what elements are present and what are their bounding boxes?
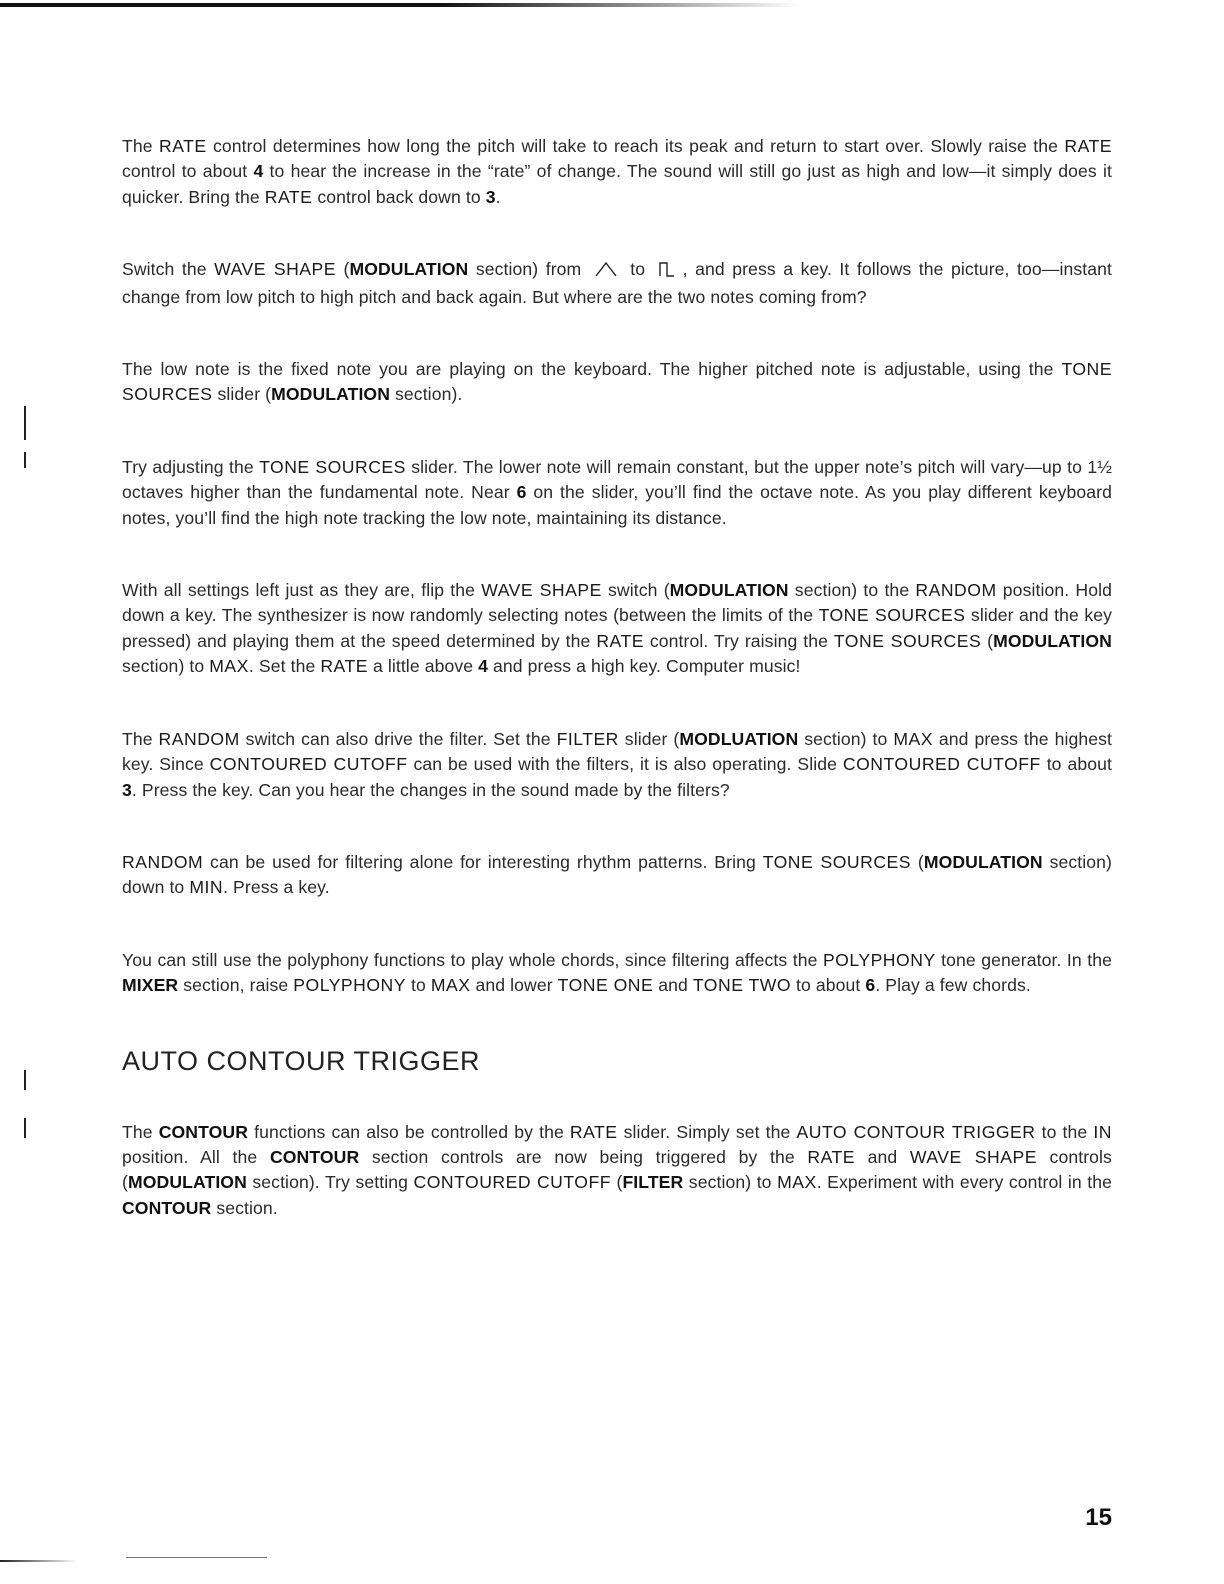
paragraph: Switch the WAVE SHAPE (MODULATION section) from to , and press a key. It follows the picture, too—instant change from low pitch to high pitch and back again. But where are the two notes coming from? bbox=[122, 259, 1112, 307]
control-name: TONE SOURCES bbox=[122, 359, 1112, 405]
bold-term: CONTOUR bbox=[122, 1197, 212, 1218]
paragraph: RANDOM can be used for filtering alone for interesting rhythm patterns. Bring TONE SOURCES (MODULATION section) down to MIN. Press a key. bbox=[122, 851, 1112, 898]
bold-term: MODULATION bbox=[271, 384, 391, 405]
control-name: CONTOURED CUTOFF bbox=[413, 1172, 611, 1193]
control-name: RATE bbox=[264, 186, 313, 207]
page-content bbox=[122, 134, 1112, 1268]
control-name: FILTER bbox=[556, 728, 619, 749]
bold-term: MODULATION bbox=[349, 259, 469, 280]
bold-term: 3 bbox=[485, 186, 496, 207]
control-name: RATE bbox=[569, 1121, 618, 1142]
paragraph: The RANDOM switch can also drive the filter. Set the FILTER slider (MODLUATION section) to MAX and press the highest key. Since CONTOURED CUTOFF can be used with the filters, it is also operating. Slide CONTOURED CUTOFF to about 3. Press the key. Can you hear the changes in the sound made by the filters? bbox=[122, 728, 1113, 800]
bold-term: FILTER bbox=[622, 1172, 684, 1193]
footer-rule bbox=[126, 1557, 267, 1558]
control-name: TONE SOURCES bbox=[818, 605, 966, 626]
control-name: POLYPHONY bbox=[293, 975, 406, 996]
control-name: RATE bbox=[807, 1146, 856, 1167]
bold-term: CONTOUR bbox=[158, 1121, 249, 1142]
control-name: WAVE SHAPE bbox=[909, 1146, 1037, 1167]
page-number: 15 bbox=[1085, 1504, 1112, 1531]
scan-edge-mark bbox=[0, 1560, 78, 1562]
paragraph: The low note is the fixed note you are playing on the keyboard. The higher pitched note is adjustable, using the TONE SOURCES slider (MODULATION section). bbox=[122, 359, 1112, 405]
triangle-wave-icon bbox=[595, 259, 617, 284]
control-name: TONE SOURCES bbox=[259, 456, 406, 477]
section-heading: AUTO CONTOUR TRIGGER bbox=[122, 1045, 481, 1076]
control-name: MIN bbox=[189, 877, 224, 898]
square-wave-icon bbox=[659, 259, 677, 284]
control-name: RATE bbox=[596, 630, 644, 651]
paragraph: The RATE control determines how long the pitch will take to reach its peak and return to start over. Slowly raise the RATE control to about 4 to hear the increase in the “rate” of change. The sound will still go just as high and low—it simply does it quicker. Bring the RATE control back down to 3. bbox=[122, 136, 1112, 207]
control-name: RATE bbox=[159, 136, 207, 156]
margin-mark bbox=[24, 1118, 26, 1138]
bold-term: MODULATION bbox=[993, 630, 1112, 651]
control-name: CONTOURED CUTOFF bbox=[209, 754, 408, 775]
paragraph: With all settings left just as they are, flip the WAVE SHAPE switch (MODULATION section) to the RANDOM position. Hold down a key. The synthesizer is now randomly selecting notes (between the limits of the TONE SOURCES slider and the key pressed) and playing them at the speed determined by the RATE control. Try raising the TONE SOURCES (MODULATION section) to MAX. Set the RATE a little above 4 and press a high key. Computer music! bbox=[122, 580, 1113, 677]
bold-term: MIXER bbox=[122, 975, 179, 996]
bold-term: CONTOUR bbox=[269, 1146, 360, 1167]
control-name: AUTO CONTOUR TRIGGER bbox=[796, 1121, 1036, 1142]
control-name: WAVE SHAPE bbox=[481, 580, 602, 601]
paragraph: You can still use the polyphony functions to play whole chords, since filtering affects the POLYPHONY tone generator. In the MIXER section, raise POLYPHONY to MAX and lower TONE ONE and TONE TWO to about 6. Play a few chords. bbox=[122, 949, 1112, 996]
control-name: TONE ONE bbox=[557, 975, 654, 996]
control-name: RANDOM bbox=[915, 580, 997, 601]
control-name: RATE bbox=[320, 656, 368, 677]
control-name: MAX bbox=[430, 975, 471, 996]
control-name: RANDOM bbox=[122, 851, 204, 872]
bold-term: MODULATION bbox=[923, 851, 1043, 872]
paragraph: The CONTOUR functions can also be controlled by the RATE slider. Simply set the AUTO CONTOUR TRIGGER to the IN position. All the CONTOUR section controls are now being triggered by the RATE and WAVE SHAPE controls (MODULATION section). Try setting CONTOURED CUTOFF (FILTER section) to MAX. Experiment with every control in the CONTOUR section. bbox=[122, 1121, 1112, 1218]
body-text bbox=[122, 134, 1112, 999]
bold-term: 4 bbox=[478, 656, 489, 677]
bold-term: 4 bbox=[253, 161, 264, 182]
paragraph: Try adjusting the TONE SOURCES slider. The lower note will remain constant, but the upper note’s pitch will vary—up to 1½ octaves higher than the fundamental note. Near 6 on the slider, you’ll find the octave note. As you play different keyboard notes, you’ll find the high note tracking the low note, maintaining its distance. bbox=[122, 456, 1112, 528]
control-name: MAX bbox=[777, 1172, 817, 1193]
control-name: MAX bbox=[209, 656, 249, 677]
control-name: IN bbox=[1093, 1121, 1112, 1142]
bold-term: 3 bbox=[122, 779, 132, 800]
control-name: CONTOURED CUTOFF bbox=[842, 754, 1041, 775]
control-name: RATE bbox=[1064, 136, 1112, 156]
control-name: TONE SOURCES bbox=[833, 630, 982, 651]
bold-term: 6 bbox=[516, 482, 527, 503]
top-rule bbox=[0, 3, 800, 7]
control-name: MAX bbox=[893, 728, 933, 749]
margin-mark bbox=[24, 1070, 26, 1090]
control-name: RANDOM bbox=[158, 728, 240, 749]
control-name: WAVE SHAPE bbox=[214, 259, 336, 280]
control-name: TONE TWO bbox=[692, 975, 792, 996]
control-name: POLYPHONY bbox=[822, 949, 936, 970]
bold-term: MODLUATION bbox=[679, 728, 799, 749]
bold-term: MODULATION bbox=[669, 580, 789, 601]
margin-mark bbox=[24, 406, 26, 440]
bold-term: 6 bbox=[865, 975, 876, 996]
bold-term: MODULATION bbox=[127, 1172, 247, 1193]
margin-mark bbox=[24, 452, 26, 468]
control-name: TONE SOURCES bbox=[762, 851, 911, 872]
